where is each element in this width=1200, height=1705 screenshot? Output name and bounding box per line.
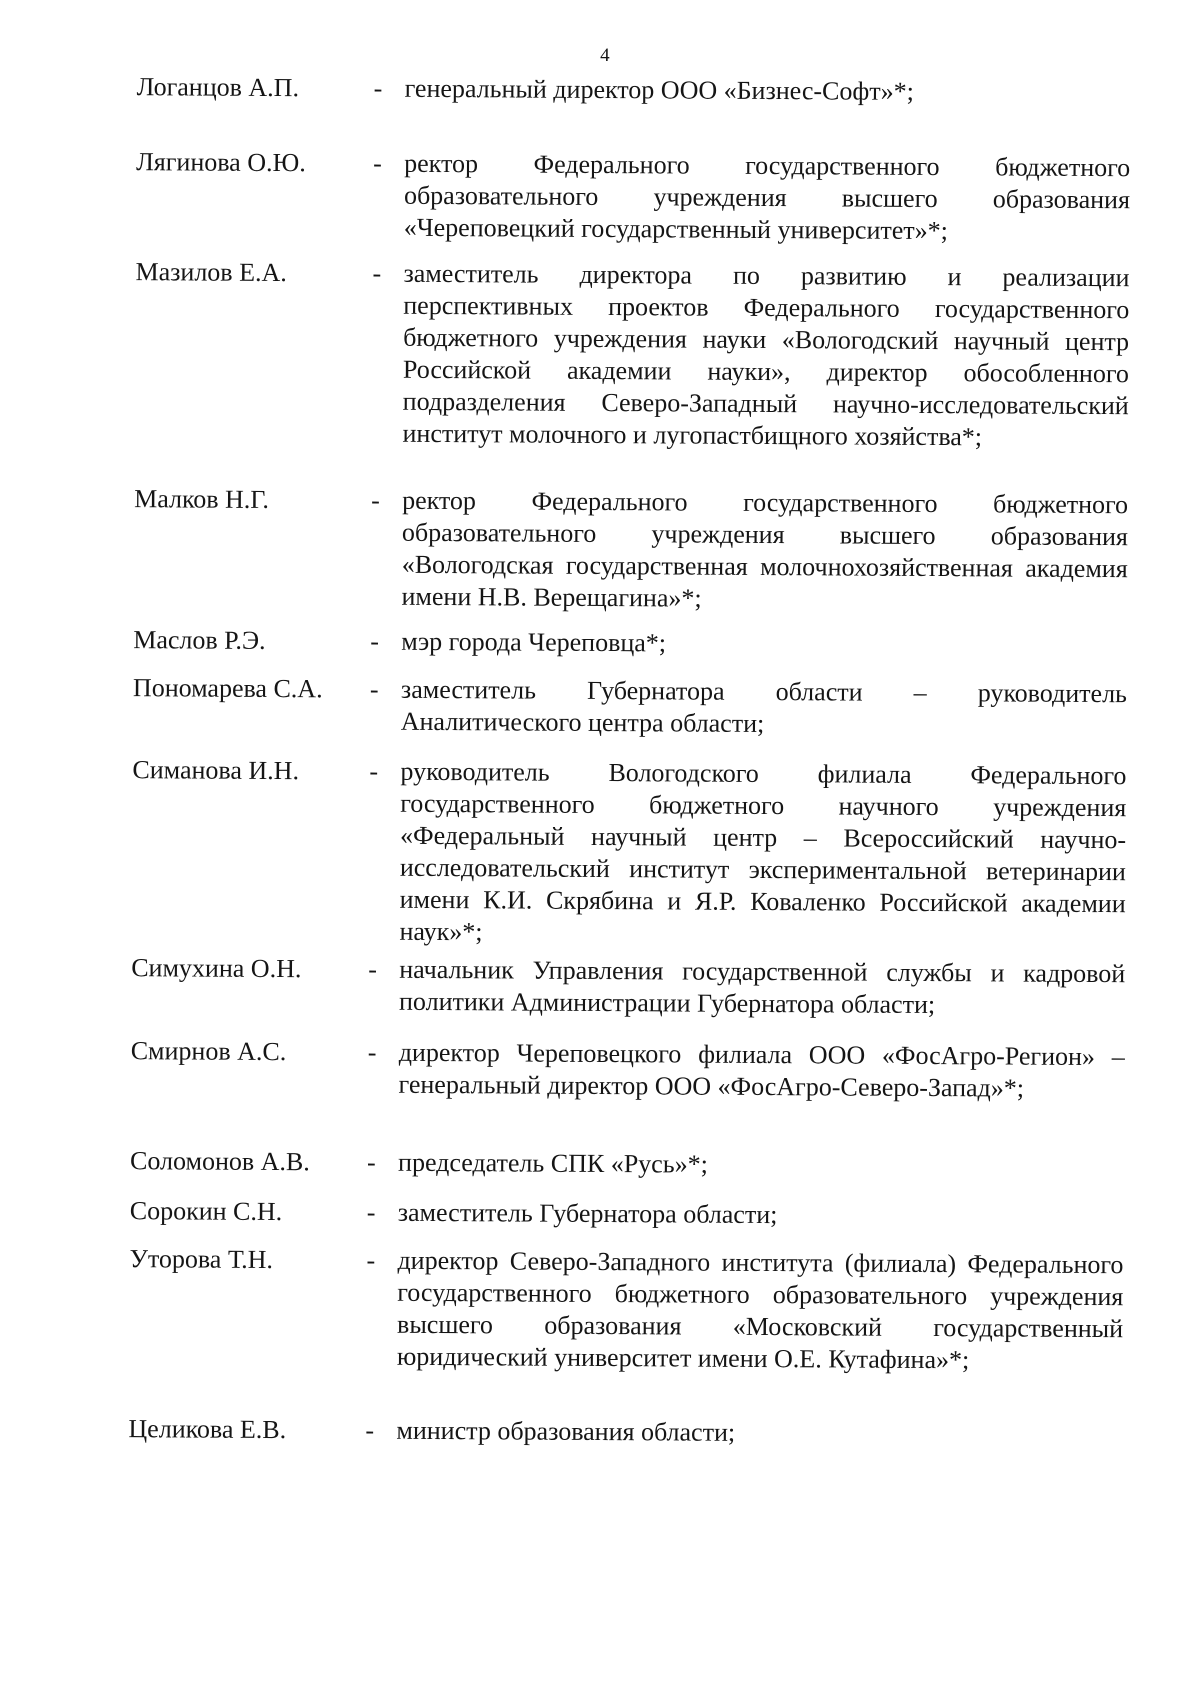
member-name: Мазилов Е.А.	[135, 257, 287, 288]
member-position: мэр города Череповца*;	[401, 626, 667, 658]
member-position: начальник Управления государственной службы и кадровой политики Администрации Губернатора области;	[398, 954, 1126, 1020]
member-name: Малков Н.Г.	[134, 484, 270, 514]
separator-dash: -	[371, 485, 380, 515]
member-entry	[0, 1242, 1198, 1375]
member-entry	[4, 145, 1200, 246]
member-position: директор Череповецкого филиала ООО «ФосАгро-Регион» – генеральный директор ООО «ФосАгро-Северо-Запад»*;	[398, 1037, 1125, 1103]
member-name: Сорокин С.Н.	[129, 1196, 283, 1227]
member-entry	[1, 671, 1200, 739]
member-entry	[5, 70, 1200, 106]
separator-dash: -	[367, 1147, 376, 1177]
member-entry	[1, 623, 1200, 658]
member-position: заместитель директора по развитию и реализации перспективных проектов Федерального государственного бюджетного учреждения науки «Вологодский научный центр Российской академии науки», директор обособленного подразделения Северо-Западный научно-исследовательский институт молочного и лугопастбищного хозяйства*;	[402, 258, 1130, 452]
member-entry	[4, 255, 1200, 452]
separator-dash: -	[373, 148, 382, 178]
separator-dash: -	[373, 73, 383, 103]
member-name: Логанцов А.П.	[136, 72, 300, 103]
member-position: руководитель Вологодского филиала Федерального государственного бюджетного научного учреждения «Федеральный научный центр – Всероссийский научно-исследовательский институт экспериментальной ветеринарии имени К.И. Скрябина и Я.Р. Коваленко Российской академии наук»*;	[399, 756, 1127, 947]
member-name: Лягинова О.Ю.	[136, 147, 306, 178]
member-position: министр образования области;	[396, 1415, 736, 1447]
separator-dash: -	[369, 674, 379, 704]
member-name: Уторова Т.Н.	[129, 1244, 274, 1275]
separator-dash: -	[370, 626, 380, 656]
member-position: председатель СПК «Русь»*;	[398, 1147, 708, 1179]
member-name: Пономарева С.А.	[132, 673, 323, 704]
member-entry	[0, 1412, 1197, 1447]
separator-dash: -	[369, 756, 379, 786]
separator-dash: -	[365, 1415, 375, 1445]
member-position: заместитель Губернатора области – руководитель Аналитического центра области;	[400, 674, 1128, 739]
member-name: Симанова И.Н.	[132, 755, 300, 786]
member-entry	[0, 1034, 1199, 1103]
member-name: Смирнов А.С.	[130, 1036, 287, 1067]
member-position: ректор Федерального государственного бюджетного образовательного учреждения высшего образования «Череповецкий государственный университет»*;	[403, 148, 1131, 246]
member-entry	[1, 753, 1200, 947]
member-entry	[0, 1144, 1198, 1179]
member-entry	[2, 482, 1200, 613]
member-position: генеральный директор ООО «Бизнес-Софт»*;	[404, 73, 914, 106]
separator-dash: -	[366, 1197, 376, 1227]
page-number: 4	[600, 44, 610, 67]
member-entry	[0, 1194, 1198, 1230]
separator-dash: -	[367, 1037, 377, 1067]
separator-dash: -	[368, 954, 378, 984]
separator-dash: -	[372, 258, 382, 288]
member-position: заместитель Губернатора области;	[397, 1197, 778, 1230]
member-name: Симухина О.Н.	[131, 953, 302, 984]
member-position: директор Северо-Западного института (филиала) Федерального государственного бюджетного образовательного учреждения высшего образования «Московский государственный юридический университет имени О.Е. Кутафина»*;	[396, 1245, 1124, 1375]
member-name: Маслов Р.Э.	[133, 625, 266, 655]
member-name: Соломонов А.В.	[130, 1146, 310, 1177]
member-position: ректор Федерального государственного бюджетного образовательного учреждения высшего образования «Вологодская государственная молочнохозяйственная академия имени Н.В. Верещагина»*;	[401, 485, 1129, 613]
member-name: Целикова Е.В.	[128, 1414, 287, 1445]
member-entry	[0, 951, 1199, 1020]
separator-dash: -	[366, 1245, 376, 1275]
